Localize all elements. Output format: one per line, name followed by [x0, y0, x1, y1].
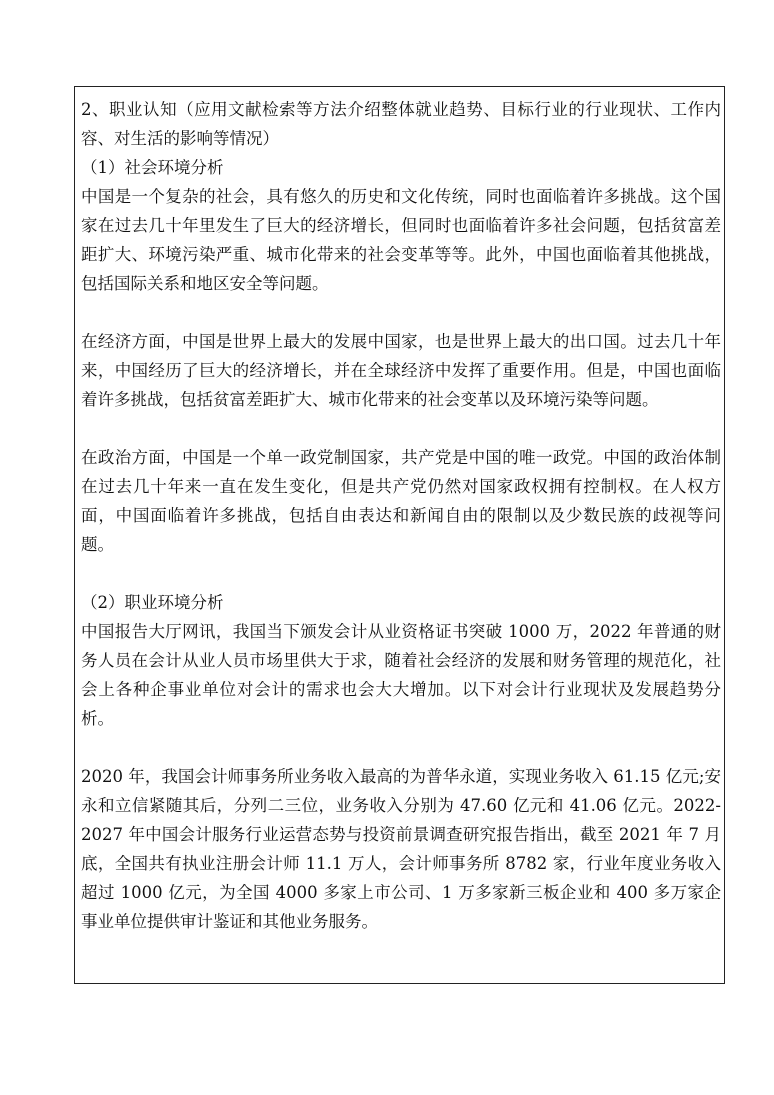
- section-heading: 2、职业认知（应用文献检索等方法介绍整体就业趋势、目标行业的行业现状、工作内容、对生活的影响等情况）: [81, 100, 721, 148]
- career-paragraph-2: 2020 年，我国会计师事务所业务收入最高的为普华永道，实现业务收入 61.15 亿元;安永和立信紧随其后，分列二三位，业务收入分别为 47.60 亿元和 41.06 亿元。2022-2027 年中国会计服务行业运营态势与投资前景调查研究报告指出，截至 2021 年 7 月底，全国共有执业注册会计师 11.1 万人，会计师事务所 8782 家，行业年度业务收入超过 1000 亿元，为全国 4000 多家上市公司、1 万多家新三板企业和 400 多万家企事业单位提供审计鉴证和其他业务服务。: [81, 767, 721, 931]
- social-paragraph-3: 在政治方面，中国是一个单一政党制国家，共产党是中国的唯一政党。中国的政治体制在过去几十年来一直在发生变化，但是共产党仍然对国家政权拥有控制权。在人权方面，中国面临着许多挑战，包括自由表达和新闻自由的限制以及少数民族的歧视等问题。: [81, 448, 721, 554]
- document-body: [81, 95, 721, 936]
- paragraph-spacer: [81, 733, 721, 762]
- career-paragraph-1: 中国报告大厅网讯，我国当下颁发会计从业资格证书突破 1000 万，2022 年普通的财务人员在会计从业人员市场里供大于求，随着社会经济的发展和财务管理的规范化，社会上各种企事业单位对会计的需求也会大大增加。以下对会计行业现状及发展趋势分析。: [81, 622, 721, 728]
- paragraph-spacer: [81, 414, 721, 443]
- social-paragraph-2: 在经济方面，中国是世界上最大的发展中国家，也是世界上最大的出口国。过去几十年来，中国经历了巨大的经济增长，并在全球经济中发挥了重要作用。但是，中国也面临着许多挑战，包括贫富差距扩大、城市化带来的社会变革以及环境污染等问题。: [81, 332, 721, 409]
- paragraph-spacer: [81, 298, 721, 327]
- social-environment-heading: （1）社会环境分析: [81, 158, 224, 177]
- paragraph-spacer: [81, 559, 721, 588]
- career-environment-heading: （2）职业环境分析: [81, 593, 224, 612]
- social-paragraph-1: 中国是一个复杂的社会，具有悠久的历史和文化传统，同时也面临着许多挑战。这个国家在过去几十年里发生了巨大的经济增长，但同时也面临着许多社会问题，包括贫富差距扩大、环境污染严重、城市化带来的社会变革等等。此外，中国也面临着其他挑战，包括国际关系和地区安全等问题。: [81, 187, 721, 293]
